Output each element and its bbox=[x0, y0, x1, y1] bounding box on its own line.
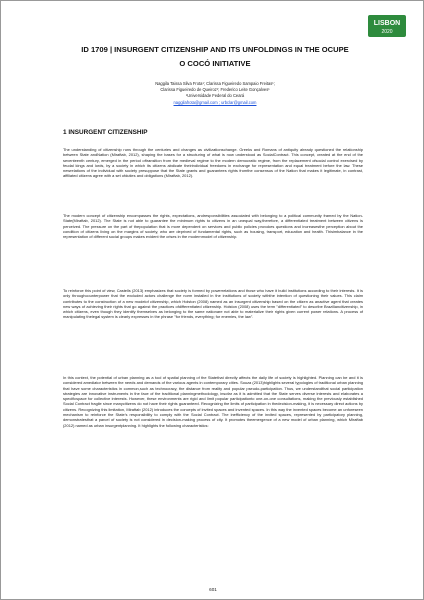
affiliation: ¹Universidade Federal do Ceará bbox=[185, 93, 245, 99]
logo-sub: 2020 bbox=[381, 29, 393, 35]
author-block bbox=[59, 81, 371, 106]
authors-line-2: Clarissa Figueiredo de Queiroz¹; Frederico Leite Gonçalves¹ bbox=[160, 87, 270, 93]
section-heading: 1 INSURGENT CITIZENSHIP bbox=[63, 129, 148, 136]
page-number: 601 bbox=[209, 587, 217, 592]
paper-title bbox=[59, 43, 371, 71]
paragraph-2: The modern concept of citizenship encompasses the rights, expectations, andresponsibilities associated with belonging to a political community framed by the Nation-State(Miraftab, 2012). The State is not able to guarantee the minimum rights to citizens in an unequal way,therefore, a differentiated treatment between citizens is perceived. The pressure on the part of thepopulation that is more dependent on services and public policies provokes questions and increasesthe perception about the condition of citizens living on the margins of society, who are deprived of fundamental rights, such as housing, transport, education and health. Thisimbalance in the representation of different social groups makes evident the crises in the modernmodel of citizenship. bbox=[63, 212, 363, 240]
logo-label: LISBON bbox=[373, 20, 401, 27]
paragraph-3: To reinforce this point of view, Castells (2013) emphasizes that society is formed by powerrelations and those who have it build institutions according to their interests. It is only throughcounterpower that the excluded actors challenge the norm installed in the institutions of society withthe intention of questioning their values. This claim contributes to the construction of a new modelof citizenship, which Holston (2008) named as an insurgent citizenship based on the citizen as anactive agent that creates new ways of achieving their rights that go against the practices ofdifferentiated citizenship. Holston (2008) uses the term "differentiated" to describe Braziliancitizenship, in which citizens, even though they identify themselves as belonging to the same nationare not able to materialize their rights given current power relations. A process of manipulating thelegal system is clearly expresses in the phrase "for friends, everything; for enemies, the law". bbox=[63, 287, 363, 320]
title-line-2: O COCÓ INITIATIVE bbox=[179, 59, 251, 68]
authors-line-1: Naggila Taissa Silva Frota¹; Clarissa Figueiredo Sampaio Freitas¹; bbox=[155, 81, 275, 86]
title-line-1: ID 1709 | INSURGENT CITIZENSHIP AND ITS UNFOLDINGS IN THE OCUPE bbox=[81, 45, 349, 54]
paragraph-4: In this context, the potential of urban planning as a tool of spatial planning of the Statethat directly affects the daily life of society is highlighted. Planning can be and it is considered amediator between the needs and demands of the various agents in contemporary cities. Souza (2013)highlights several typologies of traditional urban planning that have some characteristics in common,such as technocracy, the distance from reality and popular pseudo-participation. Thus, we understandthat social participation strategies are innovative instruments in the face of the traditional planningmethodology, insofar as it is admitted that the State serves diverse interests and elaborates a specificspace for collective interests. However, these environments are rigid and limit popular participationto one-on-one consultations, making the previously established Social Contract fragile since manycitizens do not have their rights guaranteed. Recognizing the limits of participation in thedecision-making, it is necessary direct actions by citizens. Recognizing this limitation, Miraftab (2012) introduces the concepts of invited spaces and invented spaces. In this way the invented spaces become an unforeseen mechanism to reinforce the State's responsibility to comply with the Social Contract. The inefficiency of the invited spaces, represented by participatory planning, demonstratesthat a parcel of society is not considered in decision-making process of city. It promotes theemergence of a new model of urban planning, which Miraftab (2012) named as urban insurgentplanning. It highlights the following characteristics: bbox=[63, 374, 363, 428]
author-emails[interactable]: naggilafrota@gmail.com ; urbclar@gmail.com bbox=[173, 99, 257, 105]
conference-logo bbox=[368, 15, 406, 37]
paragraph-1: The understanding of citizenship runs through the centuries and changes as civilizationschange. Greeks and Romans of antiquity already questioned the relationship between State andNation (Miraftab, 2012), shaping the bases for a structuring of what is now understood as SocialContract. This concept, created at the end of the seventeenth century, emerged in the period oftransition from the medieval regime to the modern democratic regime, from the replacement ofsocial control exercised by feudal kings and lords, by a society in which its citizens abdicate theirindividual freedoms in exchange for representation and equal treatment before the law. These newrelations of the individual with society presuppose that the State grants and guarantees rights fromthe consensus of the Nation that makes it legitimate, in contrast, affiliated citizens agree with a set ofduties and obligations (Miraftab, 2012). bbox=[63, 146, 363, 179]
